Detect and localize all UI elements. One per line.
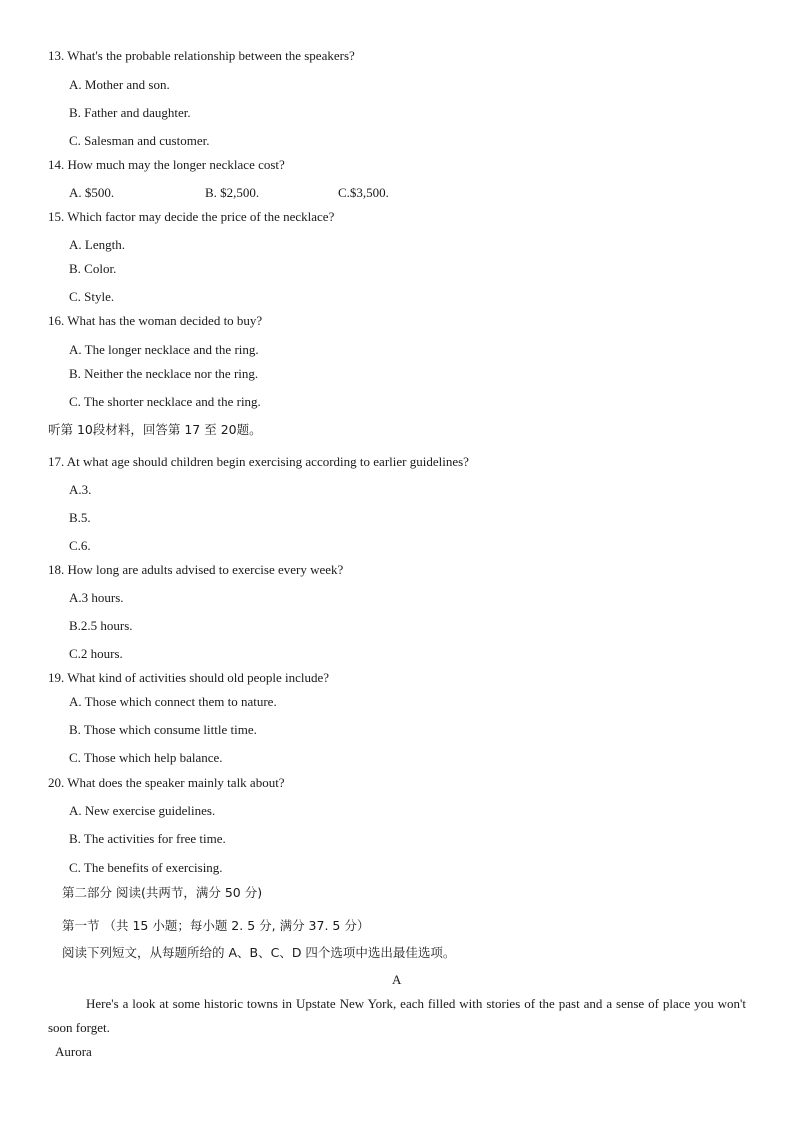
question-20: 20. What does the speaker mainly talk about? [48,775,285,790]
option-19c: C. Those which help balance. [69,750,223,765]
option-14a: A. $500. [69,185,115,200]
option-15c: C. Style. [69,289,115,304]
section-one-heading: 第一节 （共 15 小题；每小题 2. 5 分, 满分 37. 5 分） [62,918,370,933]
option-14b: B. $2,500. [205,185,260,200]
option-20a: A. New exercise guidelines. [69,803,216,818]
option-17a: A.3. [69,482,92,497]
option-20b: B. The activities for free time. [69,831,226,846]
question-14: 14. How much may the longer necklace cost? [48,157,285,172]
option-16c: C. The shorter necklace and the ring. [69,394,261,409]
option-17b: B.5. [69,510,91,525]
option-18c: C.2 hours. [69,646,123,661]
option-14c: C.$3,500. [338,185,389,200]
option-17c: C.6. [69,538,91,553]
option-13a: A. Mother and son. [69,77,170,92]
option-13b: B. Father and daughter. [69,105,191,120]
option-15a: A. Length. [69,237,125,252]
section-note: 听第 10段材料，回答第 17 至 20题。 [48,422,262,437]
part-two-title: 第二部分 阅读(共两节，满分 50 分) [62,885,263,900]
question-19: 19. What kind of activities should old people include? [48,670,330,685]
option-20c: C. The benefits of exercising. [69,860,223,875]
question-16: 16. What has the woman decided to buy? [48,313,263,328]
option-13c: C. Salesman and customer. [69,133,210,148]
option-16b: B. Neither the necklace nor the ring. [69,366,259,381]
question-18: 18. How long are adults advised to exercise every week? [48,562,344,577]
option-19b: B. Those which consume little time. [69,722,257,737]
question-13: 13. What's the probable relationship between the speakers? [48,48,355,63]
question-17: 17. At what age should children begin exercising according to earlier guidelines? [48,454,469,469]
option-16a: A. The longer necklace and the ring. [69,342,259,357]
option-15b: B. Color. [69,261,117,276]
reading-instruction: 阅读下列短文，从每题所给的 A、B、C、D 四个选项中选出最佳选项。 [62,945,456,960]
question-15: 15. Which factor may decide the price of the necklace? [48,209,335,224]
passage-subheading: Aurora [55,1044,92,1059]
option-18b: B.2.5 hours. [69,618,133,633]
passage-label: A [392,972,402,987]
option-19a: A. Those which connect them to nature. [69,694,277,709]
option-18a: A.3 hours. [69,590,124,605]
passage-paragraph: Here's a look at some historic towns in Upstate New York, each filled with stories of the past and a sense of place you won't soon forget. [48,996,746,1035]
